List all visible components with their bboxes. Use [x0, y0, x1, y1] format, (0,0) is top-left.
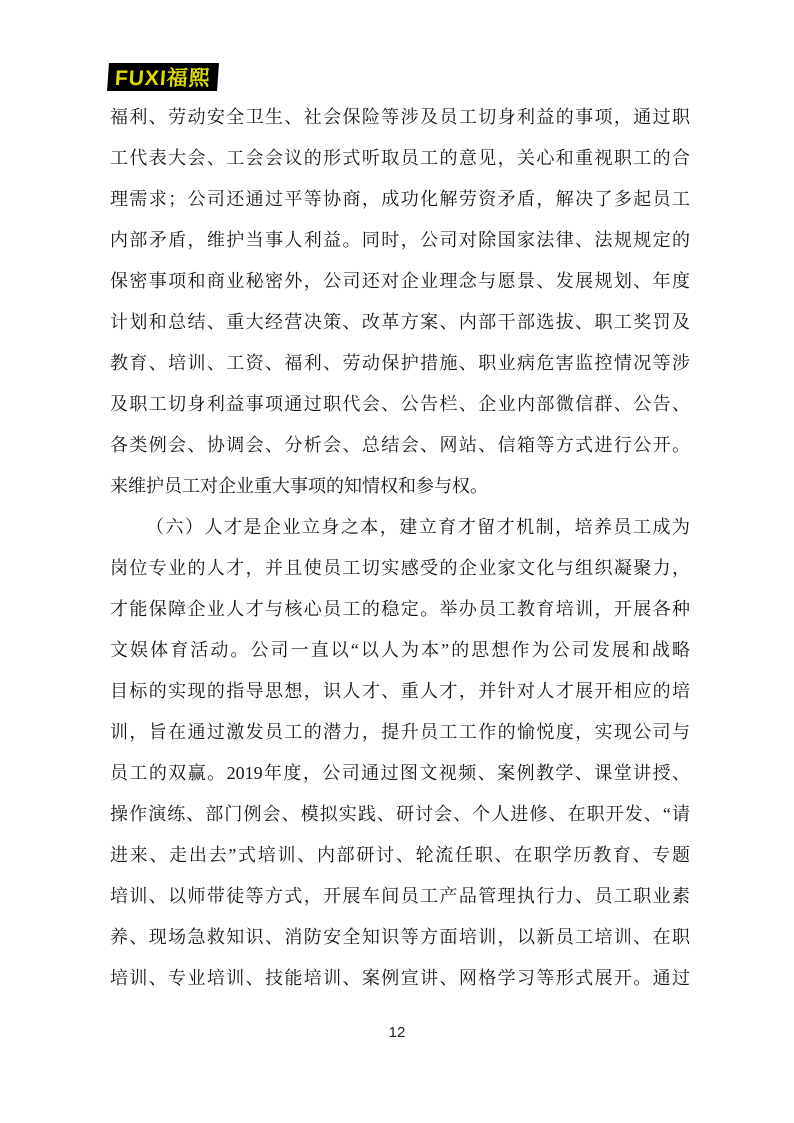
text-line: 进来、走出去”式培训、内部研讨、轮流任职、在职学历教育、专题: [110, 845, 690, 865]
text-line: 培训、以师带徒等方式，开展车间员工产品管理执行力、员工职业素: [110, 886, 690, 906]
text-line: 及职工切身利益事项通过职代会、公告栏、企业内部微信群、公告、: [110, 394, 690, 414]
text-line: 操作演练、部门例会、模拟实践、研讨会、个人进修、在职开发、“请: [110, 804, 690, 824]
text-line: 福利、劳动安全卫生、社会保险等涉及员工切身利益的事项，通过职: [110, 107, 690, 127]
text-line: 各类例会、协调会、分析会、总结会、网站、信箱等方式进行公开。: [110, 435, 690, 455]
company-logo-text: FUXI福熙: [114, 67, 212, 90]
text-line: 养、现场急救知识、消防安全知识等方面培训，以新员工培训、在职: [110, 927, 690, 947]
text-line: （六）人才是企业立身之本，建立育才留才机制，培养员工成为: [146, 517, 690, 537]
text-line: 岗位专业的人才，并且使员工切实感受的企业家文化与组织凝聚力，: [110, 558, 690, 578]
document-body: [110, 97, 690, 999]
text-line: 保密事项和商业秘密外，公司还对企业理念与愿景、发展规划、年度: [110, 271, 690, 291]
text-line: 培训、专业培训、技能培训、案例宣讲、网格学习等形式展开。通过: [110, 968, 690, 988]
text-line: 目标的实现的指导思想，识人才、重人才，并针对人才展开相应的培: [110, 681, 690, 701]
text-line: 计划和总结、重大经营决策、改革方案、内部干部选拔、职工奖罚及: [110, 312, 690, 332]
page-number: 12: [388, 1024, 406, 1041]
text-line: 训，旨在通过激发员工的潜力，提升员工工作的愉悦度，实现公司与: [110, 722, 690, 742]
paragraph: [110, 507, 690, 999]
text-line: 来维护员工对企业重大事项的知情权和参与权。: [110, 476, 488, 496]
text-line: 理需求；公司还通过平等协商，成功化解劳资矛盾，解决了多起员工: [110, 189, 690, 209]
text-line: 工代表大会、工会会议的形式听取员工的意见，关心和重视职工的合: [110, 148, 690, 168]
company-logo: [107, 63, 219, 91]
text-line: 文娱体育活动。公司一直以“以人为本”的思想作为公司发展和战略: [110, 640, 690, 660]
text-line: 才能保障企业人才与核心员工的稳定。举办员工教育培训，开展各种: [110, 599, 690, 619]
text-line: 内部矛盾，维护当事人利益。同时，公司对除国家法律、法规规定的: [110, 230, 690, 250]
paragraph: [110, 97, 690, 507]
text-line: 教育、培训、工资、福利、劳动保护措施、职业病危害监控情况等涉: [110, 353, 690, 373]
text-line: 员工的双赢。2019年度，公司通过图文视频、案例教学、课堂讲授、: [110, 763, 690, 783]
